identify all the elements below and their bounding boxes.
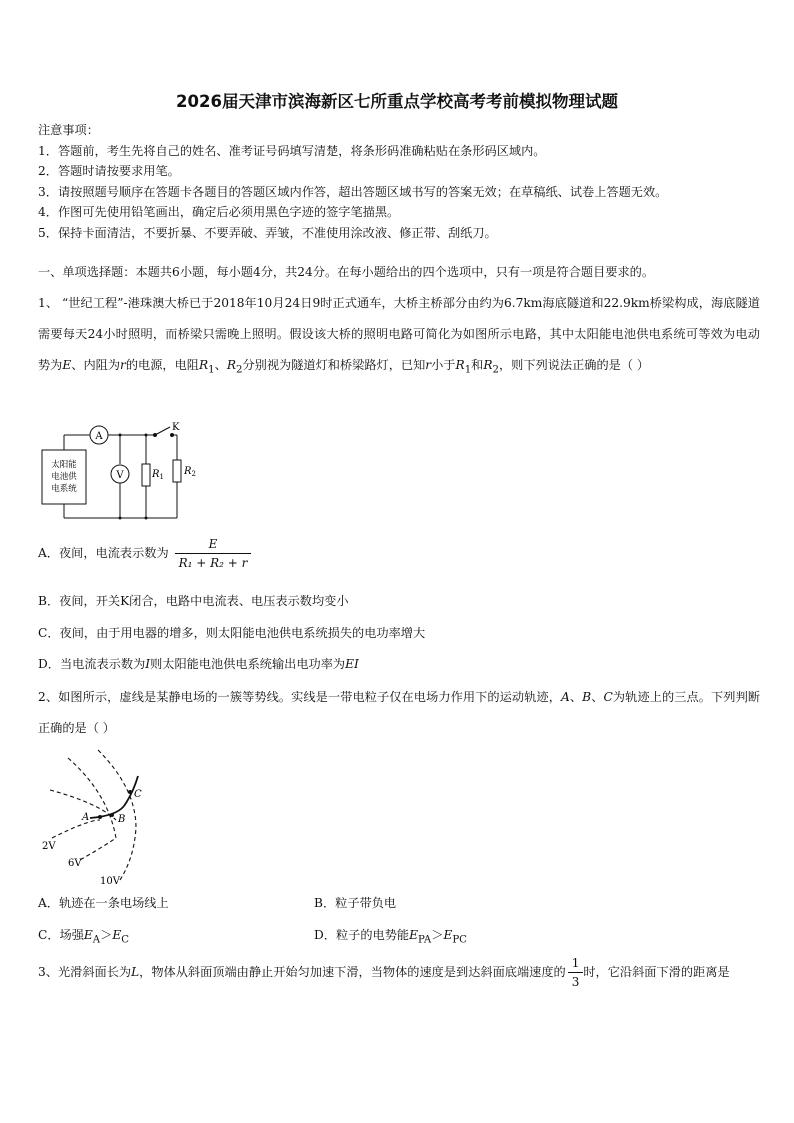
point-a-label: A — [82, 812, 90, 823]
q2-option-b: B．粒子带负电 — [314, 896, 397, 910]
potential-2v-label: 2V — [42, 841, 56, 852]
option-subscript: A — [92, 934, 101, 946]
fraction-numerator: E — [175, 536, 252, 554]
equipotential-6v — [68, 758, 116, 861]
q2-point: A — [561, 690, 570, 704]
notes-item: 2．答题时请按要求用笔。 — [38, 164, 180, 178]
question-1-stem — [38, 288, 760, 385]
option-symbol: I — [145, 657, 151, 671]
option-subscript: PC — [452, 934, 467, 946]
q1-text: 的电源，电阻 — [125, 358, 199, 372]
q1-text: 小于 — [431, 358, 456, 372]
resistor-R2 — [173, 460, 181, 482]
option-text: A．夜间，电流表示数为 — [38, 546, 169, 560]
q1-text: 、 — [214, 358, 227, 372]
particle-trajectory — [90, 776, 138, 818]
notes-item: 1．答题前，考生先将自己的姓名、准考证号码填写清楚，将条形码准确粘贴在条形码区域内。 — [38, 143, 546, 158]
source-label: 太阳能 — [51, 460, 77, 470]
q1-symbol-E: E — [62, 358, 72, 372]
q1-text: 1、 “世纪工程”-港珠澳大桥已于2018年10月24日9时正式通车，大桥主桥部分由约为6.7km海底隧道和22.9km桥梁构成，海底隧道需要每天24小时照明，而桥梁只需晚上照明。假设该大桥的照明电路可简化为如图所示电路，其中太阳能电池供电系统可等效为电动势为 — [38, 296, 760, 372]
option-text: C．场强 — [38, 928, 84, 942]
q1-subscript: 1 — [464, 364, 472, 376]
q1-text: 分别视为隧道灯和桥梁路灯，已知 — [242, 358, 426, 372]
q2-text: 为轨迹上的三点。下列判断正确的是（ ） — [38, 690, 761, 735]
option-symbol: EI — [345, 657, 359, 671]
option-symbol: E — [83, 928, 93, 942]
option-text: D．粒子的电势能 — [314, 928, 410, 942]
notes-item: 3．请按照题号顺序在答题卡各题目的答题区域内作答，超出答题区域书写的答案无效；在草稿纸、试卷上答题无效。 — [38, 184, 668, 199]
equipotential-2v-lower — [52, 820, 100, 838]
fraction-denominator: 3 — [571, 975, 580, 989]
q3-text: 3、光滑斜面长为 — [38, 965, 132, 979]
q1-subscript: 1 — [208, 364, 215, 376]
q1-subscript: 2 — [492, 364, 499, 376]
option-symbol: E — [112, 928, 122, 942]
q2-option-c — [38, 926, 129, 945]
option-subscript: PA — [418, 934, 432, 946]
q1-circuit-diagram — [38, 420, 208, 525]
potential-10v-label: 10V — [100, 876, 120, 887]
source-label: 电系统 — [51, 484, 77, 494]
q1-text: 和 — [471, 358, 484, 372]
notes-block — [38, 120, 768, 243]
option-text: 则太阳能电池供电系统输出电功率为 — [150, 657, 346, 671]
page-title: 2026届天津市滨海新区七所重点学校高考考前模拟物理试题 — [176, 92, 618, 111]
section-heading: 一、单项选择题：本题共6小题，每小题4分，共24分。在每小题给出的四个选项中，只有一项是符合题目要求的。 — [38, 265, 655, 279]
q1-option-a — [38, 536, 251, 571]
ammeter-label: A — [95, 431, 103, 442]
q1-symbol-R2: R — [226, 358, 237, 372]
question-3-stem — [38, 955, 760, 990]
q3-text: 时，它沿斜面下滑的距离是 — [583, 965, 730, 979]
q3-fraction — [568, 955, 584, 990]
option-symbol: E — [443, 928, 453, 942]
resistor-R1 — [142, 464, 150, 486]
equipotential-10v — [98, 750, 136, 880]
q1-symbol-R2: R — [483, 358, 493, 372]
q2-point: C — [603, 690, 613, 704]
q1-option-a-fraction — [175, 536, 252, 571]
source-label: 电池供 — [51, 472, 77, 482]
q2-option-a: A．轨迹在一条电场线上 — [38, 896, 169, 910]
q2-option-d — [314, 926, 467, 945]
q2-field-diagram — [38, 748, 168, 888]
q1-symbol-R1: R — [198, 358, 209, 372]
notes-heading: 注意事项： — [38, 123, 99, 137]
question-2-stem — [38, 682, 760, 744]
q2-point: B — [582, 690, 592, 704]
q2-text: 2、如图所示，虚线是某静电场的一簇等势线。实线是一带电粒子仅在电场力作用下的运动轨迹， — [38, 690, 561, 704]
option-symbol: E — [409, 928, 418, 942]
switch-label: K — [172, 422, 180, 433]
r2-label: $R_2$ — [184, 466, 196, 478]
q1-symbol-R1: R — [455, 358, 465, 372]
fraction-numerator: 1 — [568, 955, 584, 973]
point-c-label: C — [134, 789, 142, 800]
q2-text: 、 — [591, 690, 604, 704]
q1-text: 、内阻为 — [71, 358, 121, 372]
voltmeter-label: V — [116, 470, 124, 481]
option-subscript: C — [121, 934, 130, 946]
r1-label: $R_1$ — [152, 469, 164, 481]
option-text: ＞ — [431, 928, 444, 942]
notes-item: 4．作图可先使用铅笔画出，确定后必须用黑色字迹的签字笔描黑。 — [38, 205, 400, 219]
q1-text: ，则下列说法正确的是（ ） — [499, 358, 650, 372]
point-b-label: B — [118, 814, 126, 825]
potential-6v-label: 6V — [68, 858, 82, 869]
q1-subscript: 2 — [236, 364, 243, 376]
option-text: D．当电流表示数为 — [38, 657, 146, 671]
q1-symbol-r: r — [120, 358, 126, 372]
q3-text: ，物体从斜面顶端由静止开始匀加速下滑，当物体的速度是到达斜面底端速度的 — [139, 965, 566, 979]
q1-option-b: B．夜间，开关K闭合，电路中电流表、电压表示数均变小 — [38, 594, 349, 608]
fraction-denominator: R₁ + R₂ + r — [178, 556, 248, 570]
option-text: ＞ — [100, 928, 113, 942]
q3-symbol-L: L — [131, 965, 140, 979]
q2-text: 、 — [569, 690, 583, 704]
q1-symbol-r: r — [425, 358, 432, 372]
q1-option-c: C．夜间，由于用电器的增多，则太阳能电池供电系统损失的电功率增大 — [38, 626, 426, 640]
notes-item: 5．保持卡面清洁，不要折暴、不要弄破、弄皱，不准使用涂改液、修正带、刮纸刀。 — [38, 225, 497, 240]
q1-option-d — [38, 655, 359, 672]
